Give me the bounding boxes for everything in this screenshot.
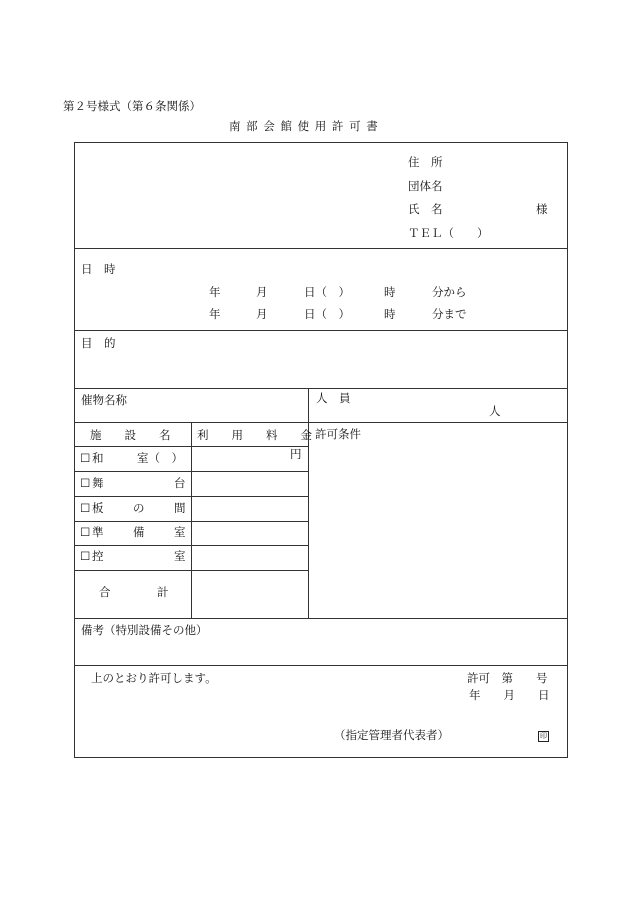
- table-row-divider: [74, 570, 308, 571]
- remarks-label: 備考（特別設備その他）: [81, 623, 208, 637]
- table-row-divider: [74, 471, 308, 472]
- to-hour: 時: [384, 307, 396, 321]
- facility-checkbox[interactable]: ☐: [80, 525, 91, 539]
- facility-checkbox[interactable]: ☐: [80, 451, 91, 465]
- tel-label: ＴＥＬ（ ）: [408, 226, 489, 240]
- facility-checkbox[interactable]: ☐: [80, 549, 91, 563]
- from-month: 月: [256, 285, 268, 299]
- from-hour: 時: [384, 285, 396, 299]
- manager-label: （指定管理者代表者）: [334, 728, 449, 742]
- to-year: 年: [209, 307, 221, 321]
- permit-number-label: 許可 第 号: [467, 671, 548, 685]
- honorific: 様: [536, 202, 548, 216]
- attendance-label: 人 員: [316, 391, 351, 405]
- table-row-divider: [74, 521, 308, 522]
- form-number: 第２号様式（第６条関係）: [63, 99, 201, 113]
- from-minute: 分から: [432, 285, 467, 299]
- facility-name-start: 舞: [92, 476, 104, 490]
- permit-date-label: 年 月 日: [469, 688, 550, 702]
- divider-event: [74, 422, 568, 423]
- divider-facility-fee: [191, 422, 192, 618]
- table-header-divider: [74, 446, 308, 447]
- total-label-start: 合: [99, 585, 111, 599]
- facility-name-mid: の: [133, 501, 145, 515]
- divider-table: [74, 618, 568, 619]
- facility-checkbox[interactable]: ☐: [80, 501, 91, 515]
- facility-name-start: 控: [92, 549, 104, 563]
- divider-remarks: [74, 665, 568, 666]
- facility-name-start: 和: [92, 451, 104, 465]
- table-row-divider: [74, 545, 308, 546]
- divider-purpose: [74, 388, 568, 389]
- fee-unit: 円: [290, 447, 302, 461]
- facility-column-header: 施 設 名: [90, 428, 171, 442]
- name-label: 氏 名: [408, 202, 443, 216]
- datetime-label: 日 時: [81, 262, 116, 276]
- event-label: 催物名称: [81, 393, 127, 407]
- attendance-unit: 人: [489, 404, 501, 418]
- seal-icon: 印: [540, 732, 547, 740]
- conditions-label: 許可条件: [315, 427, 361, 441]
- table-row-divider: [74, 496, 308, 497]
- from-year: 年: [209, 285, 221, 299]
- facility-name-end: 室（ ）: [137, 451, 183, 465]
- divider-datetime: [74, 330, 568, 331]
- to-month: 月: [256, 307, 268, 321]
- facility-name-start: 準: [92, 525, 104, 539]
- to-day: 日（ ）: [304, 307, 350, 321]
- from-day: 日（ ）: [304, 285, 350, 299]
- document-title: 南 部 会 館 使 用 許 可 書: [229, 119, 379, 133]
- facility-name-end: 台: [174, 476, 186, 490]
- facility-name-start: 板: [92, 501, 104, 515]
- fee-column-header: 利 用 料 金: [197, 428, 312, 442]
- facility-checkbox[interactable]: ☐: [80, 476, 91, 490]
- to-minute: 分まで: [432, 307, 467, 321]
- address-label: 住 所: [408, 155, 443, 169]
- purpose-label: 目 的: [81, 336, 116, 350]
- facility-name-end: 室: [174, 549, 186, 563]
- facility-name-end: 間: [174, 501, 186, 515]
- divider-applicant: [74, 248, 568, 249]
- approval-statement: 上のとおり許可します。: [91, 671, 217, 685]
- facility-name-mid: 備: [133, 525, 145, 539]
- facility-name-end: 室: [174, 525, 186, 539]
- organization-label: 団体名: [408, 179, 443, 193]
- total-label-end: 計: [157, 585, 169, 599]
